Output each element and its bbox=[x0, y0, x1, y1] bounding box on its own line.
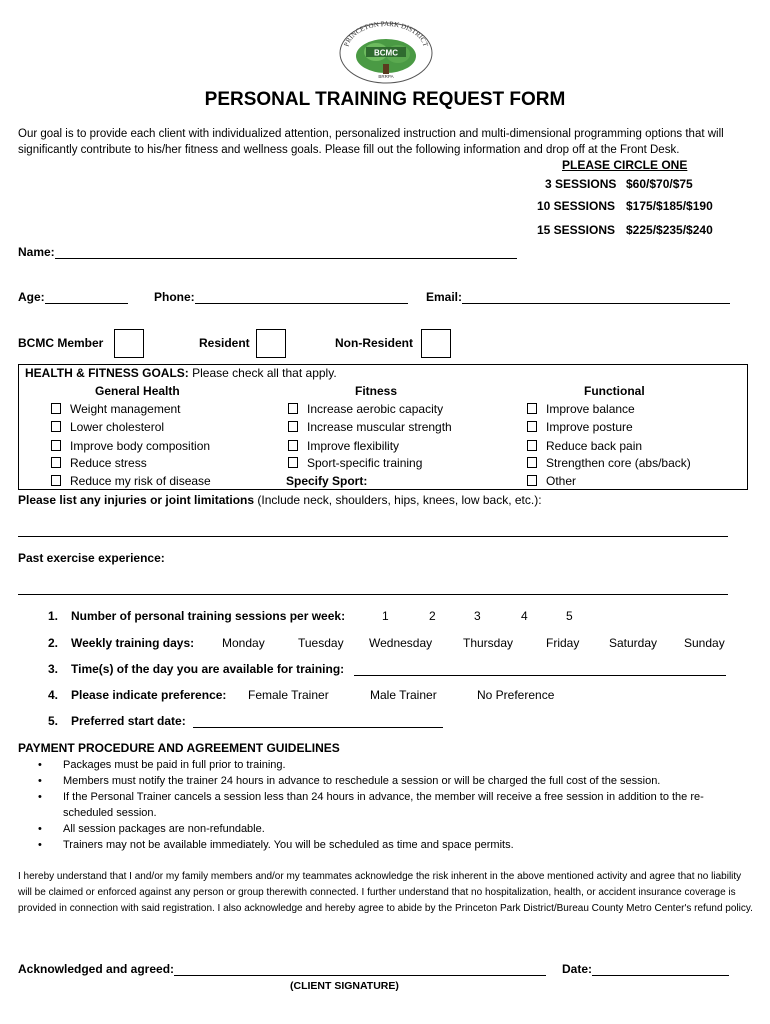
phone-line[interactable] bbox=[195, 290, 408, 304]
goal-label: Improve balance bbox=[546, 402, 635, 416]
list-item: • Packages must be paid in full prior to training. bbox=[38, 757, 738, 773]
q2-label: Weekly training days: bbox=[71, 636, 195, 650]
goal-body-composition[interactable] bbox=[51, 439, 210, 453]
injuries-label: Please list any injuries or joint limitations bbox=[18, 493, 255, 507]
phone-label: Phone: bbox=[154, 290, 195, 304]
pricing-sessions-3[interactable]: 3 SESSIONS bbox=[545, 177, 617, 191]
goal-label: Increase muscular strength bbox=[307, 420, 452, 434]
day-wednesday[interactable]: Wednesday bbox=[369, 636, 433, 650]
checkbox-icon[interactable] bbox=[527, 421, 537, 432]
non-resident-label: Non-Resident bbox=[335, 336, 413, 350]
goals-label: HEALTH & FITNESS GOALS: bbox=[25, 366, 189, 380]
resident-label: Resident bbox=[199, 336, 250, 350]
goal-label: Improve flexibility bbox=[307, 439, 400, 453]
logo-bottom-text: BRRPA bbox=[378, 74, 394, 79]
logo-arc-text: PRINCETON PARK DISTRICT bbox=[342, 20, 430, 48]
bcmc-member-checkbox[interactable] bbox=[114, 329, 144, 358]
goal-label: Other bbox=[546, 474, 577, 488]
goal-label: Increase aerobic capacity bbox=[307, 402, 444, 416]
pricing-prices-10[interactable]: $175/$185/$190 bbox=[626, 199, 713, 213]
checkbox-icon[interactable] bbox=[527, 475, 537, 486]
goal-label: Weight management bbox=[70, 402, 181, 416]
q4-label: Please indicate preference: bbox=[71, 688, 227, 702]
page-title: PERSONAL TRAINING REQUEST FORM bbox=[204, 89, 566, 110]
goal-label: Reduce back pain bbox=[546, 439, 643, 453]
list-item: • Trainers may not be available immediately. You will be scheduled as time and space permits. bbox=[38, 837, 738, 853]
pricing-header: PLEASE CIRCLE ONE bbox=[562, 158, 688, 172]
checkbox-icon[interactable] bbox=[51, 421, 61, 432]
sessions-option-5[interactable]: 5 bbox=[566, 609, 573, 623]
goal-reduce-back-pain[interactable] bbox=[527, 439, 642, 453]
princeton-park-district-logo bbox=[338, 20, 434, 84]
pricing-sessions-10[interactable]: 10 SESSIONS bbox=[536, 199, 615, 213]
goals-heading bbox=[25, 366, 337, 380]
goal-sport-specific[interactable] bbox=[288, 456, 422, 470]
age-field[interactable] bbox=[18, 290, 128, 304]
goals-instruction: Please check all that apply. bbox=[192, 366, 337, 380]
q3-label: Time(s) of the day you are available for training: bbox=[71, 662, 345, 676]
checkbox-icon[interactable] bbox=[51, 475, 61, 486]
goal-label: Improve body composition bbox=[70, 439, 211, 453]
age-line[interactable] bbox=[45, 290, 128, 304]
goal-reduce-risk[interactable] bbox=[51, 474, 211, 488]
sessions-option-1[interactable]: 1 bbox=[382, 609, 389, 623]
age-label: Age: bbox=[18, 290, 45, 304]
general-health-header: General Health bbox=[95, 384, 180, 398]
signature-field[interactable] bbox=[18, 962, 546, 976]
pref-no-preference[interactable]: No Preference bbox=[477, 688, 555, 702]
pricing-sessions-15[interactable]: 15 SESSIONS bbox=[536, 223, 615, 237]
past-exercise-label: Past exercise experience: bbox=[18, 551, 165, 565]
checkbox-icon[interactable] bbox=[51, 403, 61, 414]
date-label: Date: bbox=[562, 962, 593, 976]
day-tuesday[interactable]: Tuesday bbox=[298, 636, 344, 650]
name-field[interactable] bbox=[18, 245, 517, 259]
phone-field[interactable] bbox=[154, 290, 408, 304]
goal-label: Reduce stress bbox=[70, 456, 147, 470]
goal-reduce-stress[interactable] bbox=[51, 456, 147, 470]
sessions-option-2[interactable]: 2 bbox=[429, 609, 436, 623]
name-line[interactable] bbox=[55, 245, 517, 259]
payment-header: PAYMENT PROCEDURE AND AGREEMENT GUIDELINES bbox=[18, 741, 340, 755]
goal-aerobic-capacity[interactable] bbox=[288, 402, 443, 416]
day-thursday[interactable]: Thursday bbox=[463, 636, 514, 650]
injuries-hint: (Include neck, shoulders, hips, knees, low back, etc.): bbox=[257, 493, 542, 507]
email-line[interactable] bbox=[462, 290, 730, 304]
day-friday[interactable]: Friday bbox=[546, 636, 580, 650]
date-field[interactable] bbox=[562, 962, 729, 976]
logo-badge-text: BCMC bbox=[374, 48, 398, 58]
list-item: • Members must notify the trainer 24 hours in advance to reschedule a session or will be charged the full cost of the session. bbox=[38, 773, 738, 789]
training-time-line[interactable] bbox=[354, 661, 726, 676]
checkbox-icon[interactable] bbox=[51, 457, 61, 468]
goal-improve-balance[interactable] bbox=[527, 402, 635, 416]
sessions-option-4[interactable]: 4 bbox=[521, 609, 528, 623]
email-label: Email: bbox=[426, 290, 463, 304]
q5-number: 5. bbox=[48, 714, 59, 728]
start-date-line[interactable] bbox=[193, 713, 443, 728]
date-line[interactable] bbox=[592, 962, 729, 976]
pricing-prices-15[interactable]: $225/$235/$240 bbox=[626, 223, 713, 237]
pref-female-trainer[interactable]: Female Trainer bbox=[248, 688, 329, 702]
injuries-line[interactable] bbox=[18, 536, 728, 537]
checkbox-icon[interactable] bbox=[527, 403, 537, 414]
payment-guidelines-list bbox=[38, 757, 738, 853]
goal-flexibility[interactable] bbox=[288, 439, 399, 453]
checkbox-icon[interactable] bbox=[51, 440, 61, 451]
intro-paragraph: Our goal is to provide each client with individualized attention, personalized instruction and multi-dimensional programming options that will significantly contribute to his/her fitness and wellness goals. Please fill out the following information and drop off at the Front Desk. bbox=[18, 128, 724, 156]
goal-weight-management[interactable] bbox=[51, 402, 181, 416]
q5-label: Preferred start date: bbox=[71, 714, 186, 728]
q3-number: 3. bbox=[48, 662, 59, 676]
q1-number: 1. bbox=[48, 609, 59, 623]
list-item: • If the Personal Trainer cancels a session less than 24 hours in advance, the member will receive a free session in addition to the re-scheduled session. bbox=[38, 789, 738, 821]
q2-number: 2. bbox=[48, 636, 59, 650]
acknowledged-label: Acknowledged and agreed: bbox=[18, 962, 175, 976]
resident-checkbox[interactable] bbox=[256, 329, 286, 358]
goal-label: Lower cholesterol bbox=[70, 420, 165, 434]
bcmc-member-label: BCMC Member bbox=[18, 336, 104, 350]
checkbox-icon[interactable] bbox=[288, 457, 298, 468]
checkbox-icon[interactable] bbox=[527, 440, 537, 451]
goal-lower-cholesterol[interactable] bbox=[51, 420, 164, 434]
agreement-paragraph: I hereby understand that I and/or my family members and/or my teammates acknowledge the risk inherent in the above mentioned activity and agree that no liability will be claimed or enforced against any person or group therewith connected. I further understand that no hospitalization, health, or accident insurance coverage is provided in connection with said registration. I also acknowledge and hereby agree to abide by the Princeton Park District/Bureau County Metro Center's refund policy. bbox=[18, 871, 753, 914]
client-signature-caption: (CLIENT SIGNATURE) bbox=[290, 980, 399, 992]
goal-other[interactable] bbox=[527, 474, 576, 488]
list-item: • All session packages are non-refundable. bbox=[38, 821, 738, 837]
q1-label: Number of personal training sessions per week: bbox=[71, 609, 346, 623]
goal-label: Reduce my risk of disease bbox=[70, 474, 211, 488]
email-field[interactable] bbox=[426, 290, 730, 304]
checkbox-icon[interactable] bbox=[288, 403, 298, 414]
day-saturday[interactable]: Saturday bbox=[609, 636, 658, 650]
injuries-prompt bbox=[18, 493, 542, 507]
q4-number: 4. bbox=[48, 688, 59, 702]
specify-sport-label: Specify Sport: bbox=[286, 474, 368, 488]
non-resident-checkbox[interactable] bbox=[421, 329, 451, 358]
checkbox-icon[interactable] bbox=[288, 421, 298, 432]
past-exercise-line[interactable] bbox=[18, 594, 728, 595]
goal-label: Improve posture bbox=[546, 420, 633, 434]
sessions-option-3[interactable]: 3 bbox=[474, 609, 481, 623]
checkbox-icon[interactable] bbox=[527, 457, 537, 468]
goal-label: Strengthen core (abs/back) bbox=[546, 456, 691, 470]
pricing-prices-3[interactable]: $60/$70/$75 bbox=[626, 177, 693, 191]
goal-strengthen-core[interactable] bbox=[527, 456, 691, 470]
day-monday[interactable]: Monday bbox=[222, 636, 265, 650]
day-sunday[interactable]: Sunday bbox=[684, 636, 725, 650]
functional-header: Functional bbox=[584, 384, 645, 398]
goal-muscular-strength[interactable] bbox=[288, 420, 452, 434]
fitness-header: Fitness bbox=[355, 384, 398, 398]
name-label: Name: bbox=[18, 245, 55, 259]
checkbox-icon[interactable] bbox=[288, 440, 298, 451]
pref-male-trainer[interactable]: Male Trainer bbox=[370, 688, 437, 702]
signature-line[interactable] bbox=[174, 962, 546, 976]
goal-improve-posture[interactable] bbox=[527, 420, 633, 434]
goal-label: Sport-specific training bbox=[307, 456, 423, 470]
